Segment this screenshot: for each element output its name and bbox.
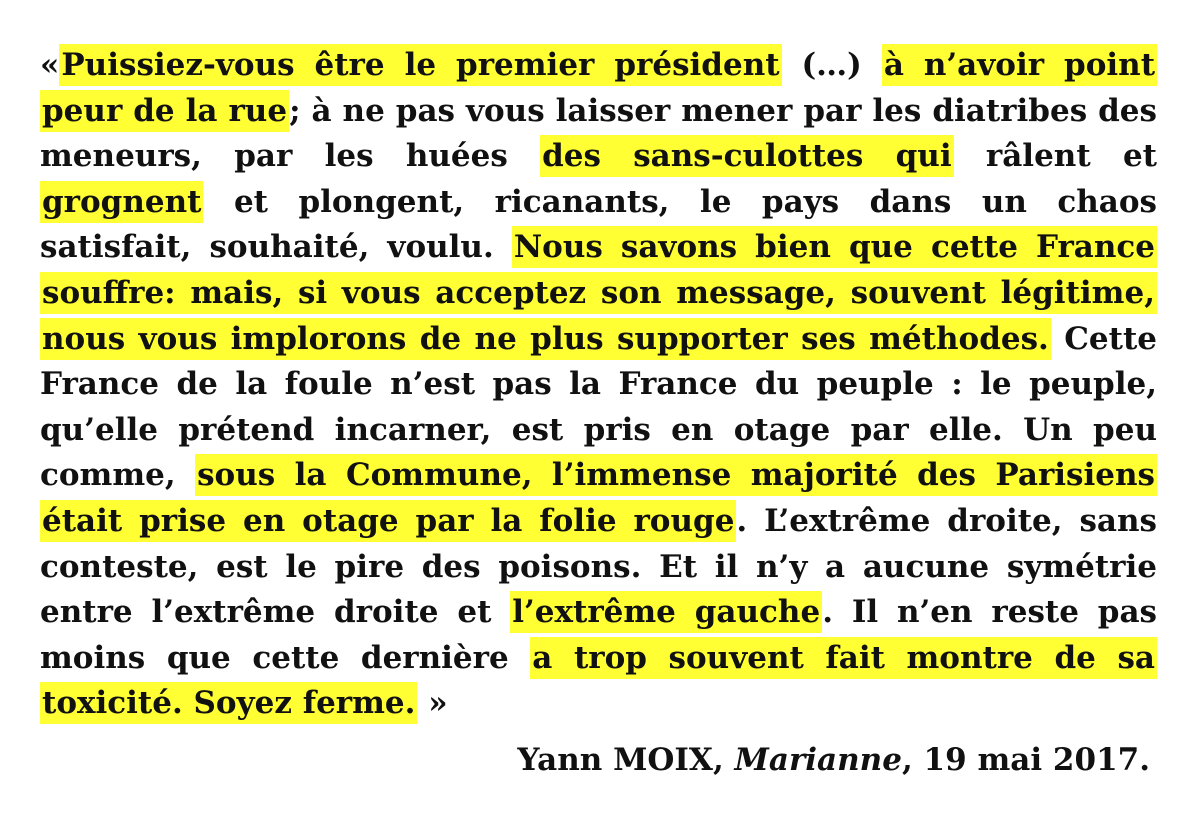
source-author: Yann MOIX,	[517, 742, 735, 778]
plain-text: . L’extrême droite, sans conteste, est le pire des poisons. Et il n’y a aucune symétrie entre l’extrême droite et	[40, 502, 1157, 631]
plain-text: râlent et	[953, 138, 1157, 175]
quote-text	[40, 43, 1157, 727]
plain-text: »	[417, 685, 448, 722]
highlighted-text: l’extrême gauche	[510, 591, 822, 633]
highlighted-text: a trop souvent fait montre de sa toxicité. Soyez ferme.	[40, 637, 1157, 725]
highlighted-text: sous la Commune, l’immense majorité des Parisiens était prise en otage par la folie rouge	[40, 454, 1157, 542]
plain-text: et plongent, ricanants, le pays dans un chaos satisfait, souhaité, voulu.	[40, 183, 1157, 266]
plain-text: (…)	[781, 47, 882, 83]
plain-text: . Il n’en reste pas moins que cette dernière	[40, 594, 1158, 676]
source-publication: Marianne	[734, 742, 902, 778]
highlighted-text: des sans-culottes qui	[540, 135, 954, 177]
source-date: , 19 mai 2017.	[901, 742, 1150, 778]
highlighted-text: à n’avoir point peur de la rue	[40, 44, 1157, 132]
highlighted-text: grognent	[40, 181, 203, 223]
plain-text: «	[40, 47, 60, 83]
plain-text: Cette France de la foule n’est pas la France du peuple : le peuple, qu’elle prétend incarner, est pris en otage par elle. Un peu comme,	[40, 320, 1157, 494]
highlighted-text: Nous savons bien que cette France souffre: mais, si vous acceptez son message, souvent légitime, nous vous implorons de ne plus supporter ses méthodes.	[40, 226, 1157, 359]
highlighted-text: Puissiez-vous être le premier président	[59, 44, 781, 86]
plain-text: ; à ne pas vous laisser mener par les diatribes des meneurs, par les huées	[40, 92, 1157, 175]
source-citation	[517, 738, 1150, 783]
